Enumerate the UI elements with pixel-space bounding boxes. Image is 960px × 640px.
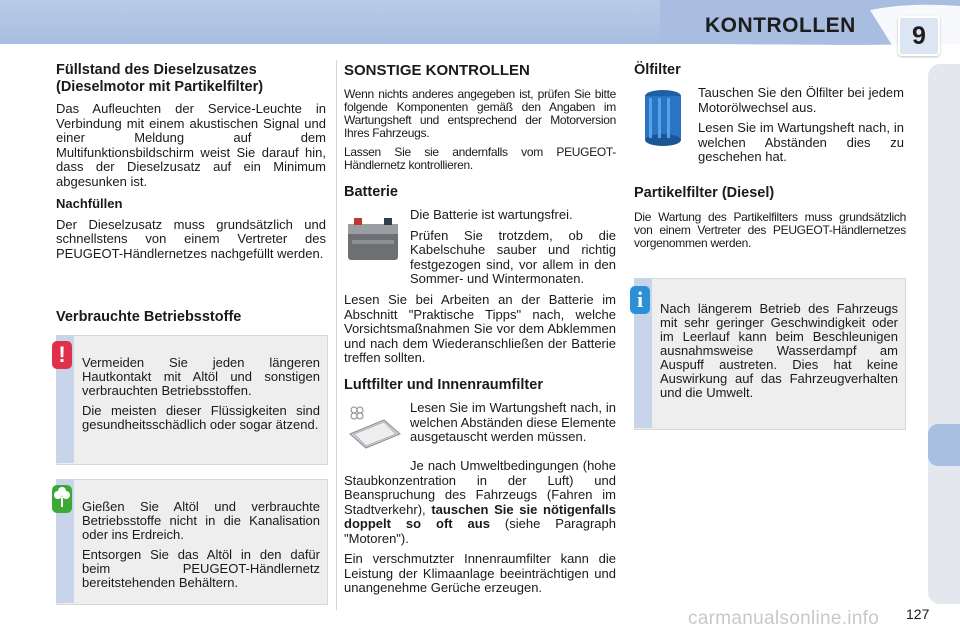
column-separator [336,60,337,610]
column-left [56,62,326,267]
diesel-additive-title: Füllstand des Dieselzusatzes (Dieselmotor mit Partikelfilter) [56,62,264,95]
air-filter-title: Luftfilter und Innenraumfilter [344,377,543,393]
battery-title: Batterie [344,184,398,200]
other-checks-intro: Wenn nichts anderes angegeben ist, prüfen Sie bitte folgende Komponenten gemäß den Angaben im Wartungsheft und entsprechend der Motorversion Ihres Fahrzeugs. [344,87,616,140]
particle-filter-title: Partikelfilter (Diesel) [634,185,775,201]
chapter-number-badge: 9 [898,16,940,56]
side-tab-active[interactable] [928,424,960,466]
oil-filter-text-block: Tauschen Sie den Ölfilter bei jedem Motorölwechsel aus. Lesen Sie im Wartungsheft nach, in welchen Abständen dies zu geschehen hat. [698,85,904,164]
refill-text: Der Dieselzusatz muss grundsätzlich und schnellstens von einem Vertreter des PEUGEOT-Händlernetzes nachgefüllt werden. [56,216,326,261]
cabin-filter-icon [344,402,404,456]
particle-filter-text-block: Die Wartung des Partikelfilters muss grundsätzlich von einem Vertreter des PEUGEOT-Händlernetzes vorgenommen werden. [634,210,906,250]
info-note-text: Nach längerem Betrieb des Fahrzeugs mit sehr geringer Geschwindigkeit oder im Leerlauf kann beim Beschleunigen ausnahmsweise Wasserdampf am Auspuff austreten. Dies hat keine Auswirkung auf das Fahrzeugverhalten und die Umwelt. [660,301,898,400]
watermark: carmanualsonline.info [688,608,880,629]
battery-icon [344,214,402,264]
chapter-title: KONTROLLEN [705,14,856,37]
warning-note-text: Vermeiden Sie jeden längeren Hautkontakt mit Altöl und sonstigen verbrauchten Betriebsstoffen. Die meisten dieser Flüssigkeiten sind gesundheitsschädlich oder sogar ätzend. [82,355,320,432]
exclamation-icon: ! [52,341,72,369]
battery-text-long: Lesen Sie bei Arbeiten an der Batterie im Abschnitt "Praktische Tipps" nach, welche Vorsichtsmaßnahmen Sie vor dem Abklemmen und nach dem Wiederanschließen der Batterie treffen sollten. [344,292,616,365]
column-middle [344,62,616,178]
other-checks-note: Lassen Sie sie andernfalls vom PEUGEOT-Händlernetz kontrollieren. [344,145,616,172]
diesel-additive-text: Das Aufleuchten der Service-Leuchte in Verbindung mit einem akustischen Signal und einer Meldung auf dem Multifunktionsbildschirm weist Sie darauf hin, dass der Dieselzusatz auf ein Minimum abgesunken ist. [56,101,326,189]
oil-filter-icon [638,86,688,148]
air-filter-text-long: Je nach Umweltbedingungen (hohe Staubkonzentration in der Luft) und Beanspruchung des Fahrzeugs (Fahren im Stadtverkehr), tauschen Sie sie nötigenfalls doppelt so oft aus (siehe Paragraph "Motoren"). Ein verschmutzter Innenraumfilter kann die Leistung der Klimaanlage beeinträchtigen und unangenehme Gerüche erzeugen. [344,458,616,595]
eco-note-text: Gießen Sie Altöl und verbrauchte Betriebsstoffe nicht in die Kanalisation oder ins Erdreich. Entsorgen Sie das Altöl in den dafür beim PEUGEOT-Händlernetz bereitstehenden Behältern. [82,499,320,590]
battery-text-block: Die Batterie ist wartungsfrei. Prüfen Sie trotzdem, ob die Kabelschuhe sauber und richtig festgezogen sind, vor allem in den Sommer- und Wintermonaten. [410,207,616,286]
tree-icon [52,485,72,513]
air-filter-text-block: Lesen Sie im Wartungsheft nach, in welchen Abständen diese Elemente ausgetauscht werden müssen. [410,400,616,444]
other-checks-title: SONSTIGE KONTROLLEN [344,62,530,79]
side-tab-strip[interactable] [928,64,960,604]
page-number: 127 [906,606,930,622]
used-fluids-heading: Verbrauchte Betriebsstoffe [56,309,242,325]
info-icon: i [630,286,650,314]
oil-filter-title: Ölfilter [634,62,681,78]
refill-heading: Nachfüllen [56,196,123,211]
